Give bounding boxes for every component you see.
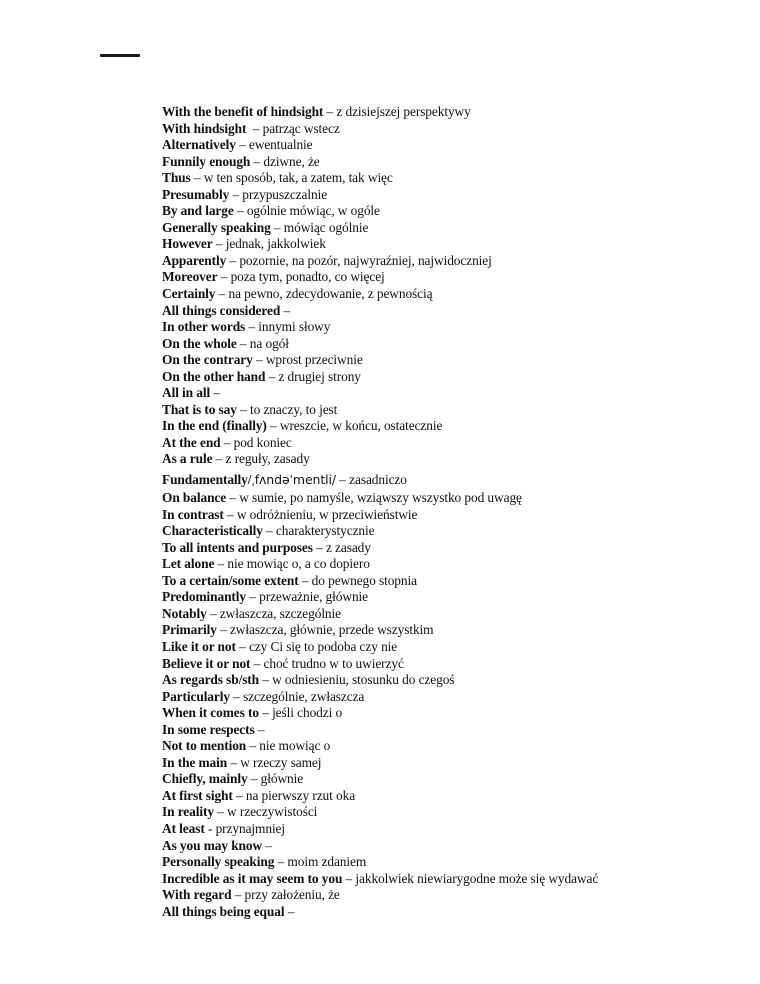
phrase-term: Like it or not <box>162 638 236 654</box>
phrase-entry <box>162 804 752 821</box>
phrase-definition: na ogół <box>249 335 289 351</box>
phrase-term: As regards sb/sth <box>162 672 260 688</box>
phrase-separator: – <box>235 638 249 654</box>
phrase-separator: – <box>266 418 280 434</box>
phrase-definition: jakkolwiek niewiarygodne może się wydawać <box>355 870 599 886</box>
phrase-term: On the other hand <box>162 368 266 384</box>
phrase-entry <box>162 507 752 524</box>
phrase-entry <box>162 540 752 557</box>
phrase-term: Not to mention <box>162 738 247 754</box>
phrase-term: When it comes to <box>162 705 259 721</box>
phrase-entry <box>162 755 752 772</box>
phrase-separator: – <box>229 688 244 704</box>
phrase-entry <box>162 468 752 490</box>
phrase-entry <box>162 187 752 204</box>
phrase-entry <box>162 838 752 855</box>
phrase-term: Believe it or not <box>162 655 251 671</box>
phrase-term: In the end (finally) <box>162 418 267 434</box>
phrase-entry <box>162 871 752 888</box>
phrase-separator: – <box>236 335 250 351</box>
phrase-definition: do pewnego stopnia <box>311 572 417 588</box>
phrase-entry <box>162 203 752 220</box>
phrase-separator: – <box>280 302 291 318</box>
phrase-term: Notably <box>162 605 207 621</box>
phrase-entry <box>162 722 752 739</box>
phrase-separator: – <box>258 705 273 721</box>
phrase-definition: wprost przeciwnie <box>265 352 363 368</box>
phrase-entry <box>162 672 752 689</box>
phrase-entry <box>162 788 752 805</box>
phrase-entry <box>162 589 752 606</box>
phrase-entry <box>162 451 752 468</box>
phrase-definition: szczególnie, zwłaszcza <box>243 688 365 704</box>
phrase-definition: z reguły, zasady <box>225 451 310 467</box>
phrase-definition: pozornie, na pozór, najwyraźniej, najwidoczniej <box>239 252 492 268</box>
phrase-separator: – <box>223 506 237 522</box>
phrase-entry <box>162 319 752 336</box>
phrase-separator: – <box>254 721 265 737</box>
phrase-entry <box>162 137 752 154</box>
phrase-entry <box>162 490 752 507</box>
phrase-entry <box>162 904 752 921</box>
phrase-term: At least <box>162 820 205 836</box>
phrase-separator: - <box>204 820 216 836</box>
phrase-definition: przeważnie, głównie <box>259 589 369 605</box>
phrase-term: By and large <box>162 203 234 219</box>
phrase-term: Generally speaking <box>162 219 271 235</box>
phrase-term: All things being equal <box>162 903 285 919</box>
phrase-separator: – <box>229 186 243 202</box>
phrase-entry <box>162 418 752 435</box>
phrase-list <box>162 104 752 920</box>
phrase-term: Incredible as it may seem to you <box>162 870 343 886</box>
phrase-term: In some respects <box>162 721 255 737</box>
phonetic-transcription: ˌfʌndəˈmentli/ <box>251 472 337 488</box>
phrase-separator: – <box>274 854 288 870</box>
phrase-term: Fundamentally/ <box>162 472 252 488</box>
phrase-term: Characteristically <box>162 523 263 539</box>
phrase-term: Apparently <box>162 252 227 268</box>
phrase-separator: – <box>226 490 240 506</box>
phrase-definition: czy Ci się to podoba czy nie <box>248 638 398 654</box>
phrase-definition: ogólnie mówiąc, w ogóle <box>246 203 380 219</box>
phrase-definition: z drugiej strony <box>278 368 361 384</box>
phrase-term: All things considered <box>162 302 281 318</box>
phrase-entry <box>162 573 752 590</box>
phrase-separator: – <box>236 401 250 417</box>
phrase-definition: w rzeczy samej <box>240 754 322 770</box>
phrase-definition: wreszcie, w końcu, ostatecznie <box>279 418 443 434</box>
phrase-separator: – <box>284 903 295 919</box>
phrase-entry <box>162 269 752 286</box>
phrase-separator: – <box>190 170 204 186</box>
phrase-term: At the end <box>162 434 221 450</box>
phrase-term: To all intents and purposes <box>162 539 313 555</box>
phrase-separator: – <box>231 887 245 903</box>
phrase-separator: – <box>232 787 246 803</box>
phrase-entry <box>162 821 752 838</box>
phrase-entry <box>162 170 752 187</box>
phrase-separator: – <box>214 556 228 572</box>
phrase-separator: – <box>323 104 337 119</box>
phrase-separator: – <box>246 120 263 136</box>
phrase-separator: – <box>212 236 226 252</box>
phrase-term: With regard <box>162 887 232 903</box>
phrase-term: However <box>162 236 213 252</box>
phrase-entry <box>162 303 752 320</box>
phrase-definition: na pewno, zdecydowanie, z pewnością <box>228 286 433 302</box>
phrase-separator: – <box>226 252 240 268</box>
phrase-term: To a certain/some extent <box>162 572 299 588</box>
phrase-term: In reality <box>162 804 214 820</box>
phrase-separator: – <box>246 589 260 605</box>
phrase-separator: – <box>262 523 276 539</box>
phrase-term: With hindsight <box>162 120 247 136</box>
phrase-definition: jeśli chodzi o <box>272 705 343 721</box>
phrase-entry <box>162 336 752 353</box>
phrase-separator: – <box>227 754 241 770</box>
phrase-term: Particularly <box>162 688 230 704</box>
phrase-term: Let alone <box>162 556 215 572</box>
phrase-separator: – <box>216 622 230 638</box>
phrase-entry <box>162 705 752 722</box>
phrase-separator: – <box>262 837 272 853</box>
scan-mark <box>100 54 140 57</box>
phrase-separator: – <box>210 385 220 401</box>
phrase-entry <box>162 656 752 673</box>
phrase-entry <box>162 369 752 386</box>
phrase-definition: moim zdaniem <box>287 854 367 870</box>
phrase-term: As you may know <box>162 837 263 853</box>
phrase-separator: – <box>220 434 234 450</box>
phrase-definition: patrząc wstecz <box>262 120 340 136</box>
phrase-term: With the benefit of hindsight <box>162 104 324 119</box>
phrase-term: In the main <box>162 754 228 770</box>
phrase-term: Moreover <box>162 269 218 285</box>
phrase-term: At first sight <box>162 787 233 803</box>
phrase-entry <box>162 220 752 237</box>
phrase-term: As a rule <box>162 451 213 467</box>
phrase-term: On balance <box>162 490 227 506</box>
phrase-entry <box>162 286 752 303</box>
phrase-entry <box>162 771 752 788</box>
phrase-separator: – <box>215 286 229 302</box>
phrase-term: All in all <box>162 385 211 401</box>
phrase-separator: – <box>250 655 264 671</box>
phrase-term: Predominantly <box>162 589 247 605</box>
phrase-definition: zwłaszcza, głównie, przede wszystkim <box>229 622 434 638</box>
phrase-separator: – <box>259 672 273 688</box>
phrase-definition: przy założeniu, że <box>244 887 340 903</box>
phrase-separator: – <box>270 219 284 235</box>
phrase-definition: poza tym, ponadto, co więcej <box>230 269 385 285</box>
phrase-definition: w sumie, po namyśle, wziąwszy wszystko pod uwagę <box>239 490 522 506</box>
phrase-definition: choć trudno w to uwierzyć <box>263 655 404 671</box>
phrase-term: In contrast <box>162 506 224 522</box>
phrase-definition: w ten sposób, tak, a zatem, tak więc <box>203 170 393 186</box>
phrase-separator: – <box>265 368 279 384</box>
phrase-entry <box>162 606 752 623</box>
phrase-entry <box>162 738 752 755</box>
phrase-separator: – <box>247 771 261 787</box>
phrase-entry <box>162 435 752 452</box>
phrase-definition: w odniesieniu, stosunku do czegoś <box>272 672 455 688</box>
phrase-entry <box>162 104 752 121</box>
phrase-entry <box>162 887 752 904</box>
phrase-term: Presumably <box>162 186 230 202</box>
phrase-term: Certainly <box>162 286 216 302</box>
phrase-entry <box>162 854 752 871</box>
phrase-term: Thus <box>162 170 191 186</box>
phrase-definition: innymi słowy <box>258 319 331 335</box>
phrase-term: Personally speaking <box>162 854 275 870</box>
phrase-entry <box>162 253 752 270</box>
phrase-definition: charakterystycznie <box>275 523 375 539</box>
phrase-definition: z zasady <box>325 539 371 555</box>
phrase-definition: nie mowiąc o, a co dopiero <box>227 556 370 572</box>
phrase-separator: – <box>217 269 231 285</box>
phrase-entry <box>162 622 752 639</box>
phrase-separator: – <box>213 804 228 820</box>
phrase-separator: – <box>252 352 266 368</box>
phrase-term: On the contrary <box>162 352 253 368</box>
phrase-definition: przynajmniej <box>215 820 286 836</box>
phrase-definition: jednak, jakkolwiek <box>225 236 326 252</box>
phrase-entry <box>162 154 752 171</box>
phrase-entry <box>162 236 752 253</box>
phrase-term: Funnily enough <box>162 153 251 169</box>
phrase-separator: – <box>212 451 226 467</box>
phrase-entry <box>162 689 752 706</box>
phrase-separator: – <box>336 472 350 488</box>
phrase-definition: w rzeczywistości <box>227 804 318 820</box>
phrase-term: Alternatively <box>162 137 236 153</box>
phrase-definition: nie mowiąc o <box>259 738 331 754</box>
phrase-separator: – <box>298 572 312 588</box>
phrase-entry <box>162 523 752 540</box>
phrase-entry <box>162 121 752 138</box>
phrase-separator: – <box>246 738 260 754</box>
phrase-definition: na pierwszy rzut oka <box>245 787 356 803</box>
phrase-term: On the whole <box>162 335 237 351</box>
phrase-separator: – <box>245 319 259 335</box>
phrase-definition: ewentualnie <box>248 137 313 153</box>
phrase-term: Primarily <box>162 622 217 638</box>
phrase-entry <box>162 385 752 402</box>
phrase-separator: – <box>250 153 264 169</box>
phrase-definition: to znaczy, to jest <box>249 401 338 417</box>
phrase-separator: – <box>235 137 249 153</box>
phrase-entry <box>162 639 752 656</box>
phrase-definition: głównie <box>260 771 304 787</box>
phrase-definition: zasadniczo <box>349 472 407 488</box>
phrase-separator: – <box>342 870 356 886</box>
phrase-entry <box>162 556 752 573</box>
phrase-term: That is to say <box>162 401 237 417</box>
phrase-definition: dziwne, że <box>263 153 320 169</box>
phrase-separator: – <box>312 539 326 555</box>
phrase-definition: mówiąc ogólnie <box>283 219 369 235</box>
phrase-definition: w odróżnieniu, w przeciwieństwie <box>236 506 418 522</box>
phrase-definition: pod koniec <box>233 434 292 450</box>
phrase-entry <box>162 352 752 369</box>
phrase-separator: – <box>233 203 247 219</box>
phrase-definition: zwłaszcza, szczególnie <box>219 605 341 621</box>
phrase-term: Chiefly, mainly <box>162 771 248 787</box>
phrase-definition: przypuszczalnie <box>242 186 328 202</box>
phrase-definition: z dzisiejszej perspektywy <box>336 104 471 119</box>
phrase-entry <box>162 402 752 419</box>
phrase-separator: – <box>206 605 220 621</box>
phrase-term: In other words <box>162 319 246 335</box>
